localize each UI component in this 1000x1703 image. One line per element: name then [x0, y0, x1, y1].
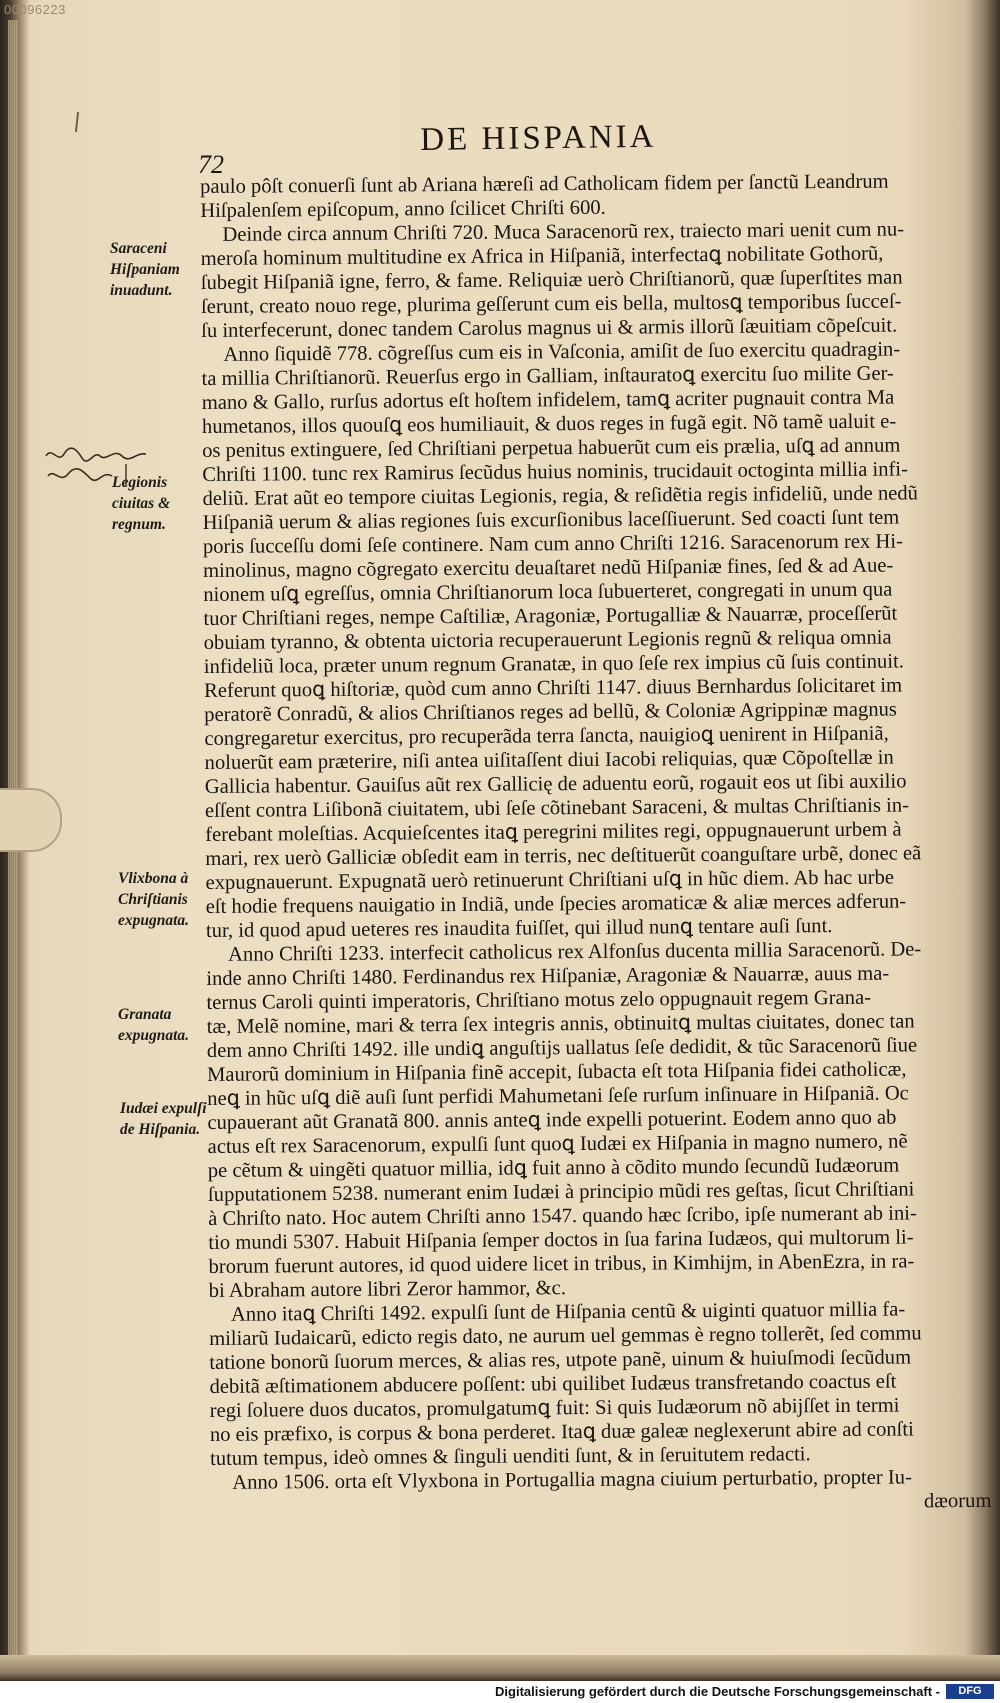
- text-line: poris ſucceſſu domi ſeſe continere. Nam cum anno Chriſti 1216. Saracenorum rex Hi-: [202, 530, 903, 558]
- text-line: ſerunt, creato nouo rege, plurima geſſerunt cum eis bella, multosꝗ temporibus ſucceſ-: [200, 290, 902, 318]
- text-line: ſupputationem 5238. numerant enim Iudæi à principio mũdi res geſtas, ſicut Chriſtiani: [207, 1178, 915, 1206]
- text-line: no eis præfixo, is corpus & bona perderet. Itaꝗ duæ galeæ neglexerunt abire ad conſti: [209, 1418, 914, 1446]
- dfg-logo: DFG: [946, 1684, 994, 1699]
- margin-note-saraceni: Saraceni Hiſpaniam inuadunt.: [110, 240, 180, 299]
- text-line: neꝗ in hũc uſꝗ diẽ auſi ſunt perfidi Mahumetani ſeſe rurſum inſinuare in Hiſpaniã. Oc: [207, 1082, 909, 1110]
- text-line: tæ, Melẽ nomine, mari & terra ſex integris annis, obtinuitꝗ multas ciuitates, donec tan: [206, 1010, 915, 1038]
- text-line: infideliũ loca, præter unum regnum Granatæ, in quo ſeſe rex impius cũ ſuis continuit.: [203, 650, 904, 678]
- bookmark-tab: [0, 788, 62, 852]
- text-line: ferebant moleſtias. Acquieſcentes itaꝗ peregrini milites regi, oppugnauerunt urbem à: [205, 818, 902, 846]
- digitization-footer: [0, 1681, 1000, 1703]
- text-line: actus eſt rex Saracenorum, expulſi ſunt quoꝗ Iudæi ex Hiſpania in magno numero, nẽ: [207, 1130, 908, 1158]
- text-line: noluerũt eam præterire, niſi antea uiſitaſſent diui Iacobi reliquias, quæ Cõpoſtellæ in: [204, 746, 894, 774]
- text-line: Maurorũ dominium in Hiſpania finẽ accepit, ſubacta eſt tota Hiſpania fidei catholicæ,: [206, 1058, 907, 1086]
- text-line: peratorẽ Conradũ, & alios Chriſtianos reges ad bellũ, & Coloniæ Agrippinæ magnus: [204, 698, 897, 726]
- margin-note-vlixbona: Vlixbona à Chriſtianis expugnata.: [118, 870, 190, 929]
- text-line: ſubegit Hiſpaniã igne, ferro, & fame. Reliquiæ uerò Chriſtianorũ, quæ ſuperſtites man: [200, 266, 903, 294]
- handwritten-annotation: [42, 442, 152, 494]
- margin-note-legionis: Legionis ciuitas & regnum.: [112, 474, 171, 533]
- text-line: eſſent contra Liſibonã ciuitatem, ubi ſeſe cõtinebant Saraceni, & multas Chriſtianis in-: [204, 794, 910, 822]
- text-line: Anno Chriſti 1233. interfecit catholicus rex Alfonſus ducenta millia Saracenorũ. De-: [228, 938, 922, 966]
- text-line: debitã æſtimationem abducere poſſent: ubi quilibet Iudæus transfretando coactus eſt: [209, 1370, 897, 1398]
- text-line: inde anno Chriſti 1480. Ferdinandus rex Hiſpaniæ, Aragoniæ & Nauarræ, auus ma-: [206, 962, 890, 990]
- text-line: Anno ſiquidẽ 778. cõgreſſus cum eis in Vaſconia, amiſit de ſuo exercitu quadragin-: [223, 338, 901, 366]
- text-line: congregaretur exercitus, pro recuperãda terra ſancta, nauigioꝗ uenirent in Hiſpaniã,: [204, 722, 889, 750]
- text-line: meroſa hominum multitudine ex Africa in Hiſpaniã, interfectaꝗ nobilitate Gothorũ,: [200, 242, 884, 270]
- text-line: Hiſpalenſem epiſcopum, anno ſcilicet Chriſti 600.: [200, 196, 606, 222]
- text-line: Gallicia habentur. Gauiſus aũt rex Gallicię de aduentu eorũ, rogauit eos ut ſibi auxilio: [204, 770, 907, 798]
- text-line: eſt hodie frequens nauigatio in Indiã, unde ſpecies aromaticæ & aliæ merces adferun-: [205, 890, 907, 918]
- text-line: mano & Gallo, rurſus adortus eſt hoſtem infidelem, tamꝗ acriter pugnauit contra Ma: [201, 386, 895, 414]
- text-line: Chriſti 1100. tunc rex Ramirus ſecũdus huius nominis, trucidauit octoginta millia infi-: [202, 458, 909, 486]
- body-text: [200, 169, 996, 1519]
- text-line: tur, id quod apud ueteres res inaudita fuiſſet, qui illud nunꝗ tentare auſi ſunt.: [205, 915, 833, 942]
- text-line: deliũ. Erat aũt eo tempore ciuitas Legionis, regia, & reſidẽtia regis infideliũ, unde nedũ: [202, 482, 919, 510]
- text-line: tatione bonorũ ſuorum merces, & alias res, utpote panẽ, uinum & huiuſmodi ſecũdum: [209, 1346, 912, 1374]
- footer-credit: Digitalisierung gefördert durch die Deutsche Forschungsgemeinschaft -: [495, 1684, 940, 1699]
- text-line: ta millia Chriſtianorũ. Reuerſus ergo in Galliam, inſtauratoꝗ exercitu ſuo milite Ger-: [201, 362, 894, 390]
- text-line: os penitus extinguere, ſed Chriſtiani perpetua habuerũt cum eis prælia, uſꝗ ad annum: [202, 434, 901, 462]
- text-line: cupauerant aũt Granatã 800. annis anteꝗ inde expelli potuerint. Eodem anno quo ab: [207, 1106, 897, 1134]
- text-line: minolinus, magno cõgregato exercitu deuaſtaret nedũ Hiſpaniæ fines, ſed & ad Aue-: [203, 554, 894, 582]
- text-line: à Chriſto nato. Hoc autem Chriſti anno 1547. quando hæc ſcribo, ipſe numerant ab ini-: [208, 1202, 917, 1230]
- margin-note-granata: Granata expugnata.: [118, 1006, 190, 1044]
- text-line: dem anno Chriſti 1492. ille undiꝗ anguſtijs uallatus ſeſe dedidit, & tũc Saracenorũ ſiue: [206, 1034, 918, 1062]
- text-line: regi ſoluere duos ducatos, promulgatumꝗ fuit: Si quis Iudæorum nõ abijſſet in termi: [209, 1394, 900, 1422]
- text-line: obuiam tyranno, & obtenta uictoria recuperauerunt Legionis regnũ & reliqua omnia: [203, 626, 892, 654]
- text-line: tio mundi 5307. Habuit Hiſpania ſemper doctos in ſua farina Iudæos, qui multorum li-: [208, 1226, 914, 1254]
- text-line: ternus Caroli quinti imperatoris, Chriſtiano motus zelo oppugnauit regem Grana-: [206, 986, 872, 1014]
- page-bottom-edge: [0, 1655, 1000, 1681]
- text-line: nionem uſꝗ egreſſus, omnia Chriſtianorum loca ſubuerteret, congregati in unum qua: [203, 578, 893, 606]
- running-head: DE HISPANIA: [420, 118, 657, 158]
- text-line: paulo pôſt conuerſi ſunt ab Ariana hæreſi ad Catholicam fidem per ſanctũ Leandrum: [200, 170, 889, 198]
- text-line: pe cẽtum & uingẽti quatuor millia, idꝗ fuit anno à cõdito mundo ſecundũ Iudæorum: [207, 1154, 900, 1182]
- text-line: mari, rex uerò Galliciæ obſedit eam in terris, nec deſtituerũt coanguſtare urbẽ, donec eã: [205, 842, 922, 870]
- text-line: dæorum: [923, 1489, 992, 1513]
- text-line: Deinde circa annum Chriſti 720. Muca Saracenorũ rex, traiecto mari uenit cum nu-: [222, 218, 905, 246]
- text-line: ſu interfecerunt, donec tandem Carolus magnus ui & armis illorũ ſæuitiam cõpeſcuit.: [201, 314, 898, 342]
- text-line: expugnauerunt. Expugnatã uerò retinuerunt Chriſtiani uſꝗ in hũc diem. Ab hac urbe: [205, 866, 895, 894]
- margin-note-iudaei: Iudæi expulſi de Hiſpania.: [120, 1100, 207, 1138]
- text-line: brorum fuerunt autores, id quod uidere licet in tribus, in Kimhijm, in AbenEzra, in ra-: [208, 1250, 915, 1278]
- text-line: miliarũ Iudaicarũ, edicto regis dato, ne aurum uel gemmas è regno tollerẽt, ſed commu: [209, 1322, 922, 1350]
- page-number: 72: [198, 150, 224, 179]
- text-line: tutum tempus, ideò omnes & ſinguli uenditi ſunt, & in ſeruitutem redacti.: [209, 1443, 811, 1470]
- text-line: Anno 1506. orta eſt Vlyxbona in Portugallia magna ciuium perturbatio, propter Iu-: [232, 1466, 912, 1494]
- scan-id: 00096223: [4, 2, 66, 17]
- text-line: Referunt quoꝗ hiſtoriæ, quòd cum anno Chriſti 1147. diuus Bernhardus ſolicitaret im: [203, 674, 903, 702]
- text-line: Anno itaꝗ Chriſti 1492. expulſi ſunt de Hiſpania centũ & uiginti quatuor millia fa-: [230, 1298, 906, 1326]
- text-line: Hiſpaniã uerum & alias regiones ſuis excurſionibus laceſſiuerunt. Sed coacti ſunt tem: [202, 506, 900, 534]
- text-line: bi Abraham autore libri Zeror hammor, &c.: [208, 1277, 567, 1302]
- text-line: humetanos, illos quouſꝗ eos humiliauit, & duos reges in fugã egit. Nõ tamẽ ualuit e-: [201, 410, 897, 438]
- text-line: tuor Chriſtiani reges, nempe Caſtiliæ, Aragoniæ, Portugalliæ & Nauarræ, proceſſerũt: [203, 602, 898, 630]
